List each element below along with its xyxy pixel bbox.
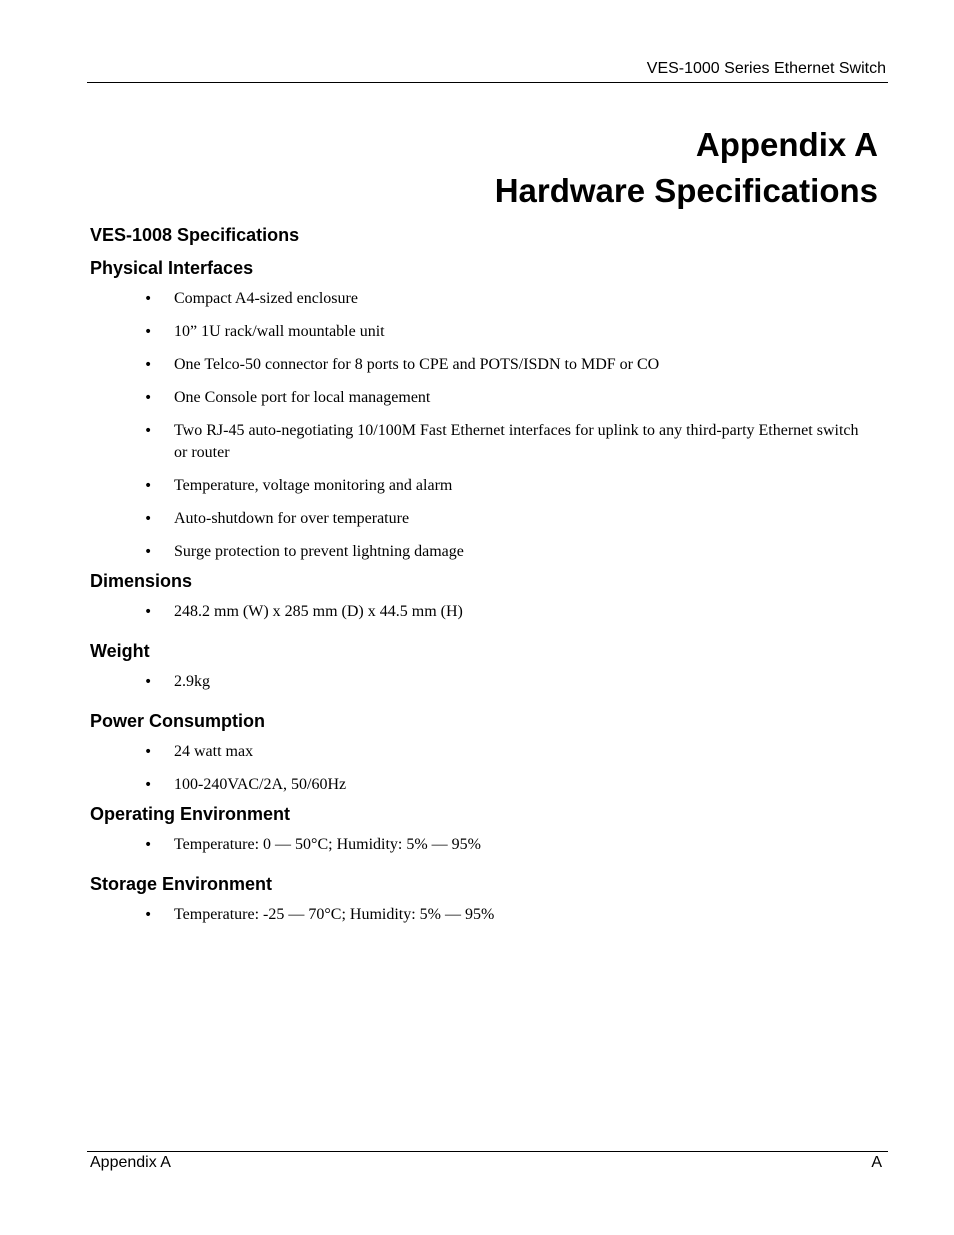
bullet-glyph: • [144, 291, 153, 307]
bullet-glyph: • [144, 390, 153, 406]
section-heading: Power Consumption [90, 711, 265, 731]
list-item: • 100-240VAC/2A, 50/60Hz [90, 774, 870, 796]
section-heading: Physical Interfaces [90, 258, 254, 278]
bullet-glyph: • [144, 511, 153, 527]
list-item: • Two RJ-45 auto-negotiating 10/100M Fast Ethernet interfaces for uplink to any third-party Ethernet switch or router [144, 422, 859, 461]
bullet-glyph: • [144, 423, 153, 439]
page-header [87, 58, 888, 83]
list-item: • 10” 1U rack/wall mountable unit [90, 321, 870, 343]
bullet-list [90, 834, 870, 856]
list-item: • Temperature, voltage monitoring and alarm [90, 475, 870, 497]
section-dimensions [90, 568, 870, 623]
list-item: • Temperature: 0 — 50°C; Humidity: 5% — 95% [90, 834, 870, 856]
bullet-glyph: • [144, 357, 153, 373]
bullet-glyph: • [144, 837, 153, 853]
bullet-list [90, 288, 870, 563]
bullet-list [90, 601, 870, 623]
section-physical-interfaces [90, 255, 870, 563]
section-power-consumption [90, 708, 870, 796]
section-heading: Storage Environment [90, 874, 273, 894]
list-item: • Surge protection to prevent lightning damage [90, 541, 870, 563]
footer-section-label: Appendix A [90, 1154, 171, 1171]
list-item: • One Console port for local management [90, 387, 870, 409]
list-item: • One Telco-50 connector for 8 ports to CPE and POTS/ISDN to MDF or CO [90, 354, 870, 376]
chapter-title-line-1: Appendix A [695, 126, 878, 163]
running-title: VES-1000 Series Ethernet Switch [646, 60, 886, 77]
list-item: • Temperature: -25 — 70°C; Humidity: 5% — 95% [90, 904, 870, 926]
chapter-title [495, 122, 878, 214]
section-heading: Weight [90, 641, 150, 661]
bullet-glyph: • [144, 604, 153, 620]
list-item: • Compact A4-sized enclosure [90, 288, 870, 310]
bullet-glyph: • [144, 777, 153, 793]
bullet-list [90, 741, 870, 796]
section-operating-environment [90, 801, 870, 856]
list-item: • 2.9kg [90, 671, 870, 693]
document-body [90, 222, 870, 926]
section-weight [90, 638, 870, 693]
bullet-glyph: • [144, 907, 153, 923]
page-number: A [871, 1154, 882, 1171]
bullet-glyph: • [144, 674, 153, 690]
section-heading: Dimensions [90, 571, 193, 591]
bullet-glyph: • [144, 544, 153, 560]
main-heading: VES-1008 Specifications [90, 225, 300, 245]
list-item: • 24 watt max [90, 741, 870, 763]
chapter-title-line-2: Hardware Specifications [494, 172, 878, 209]
list-item: • 248.2 mm (W) x 285 mm (D) x 44.5 mm (H) [90, 601, 870, 623]
list-item: • Auto-shutdown for over temperature [90, 508, 870, 530]
bullet-glyph: • [144, 324, 153, 340]
bullet-list [90, 671, 870, 693]
section-storage-environment [90, 871, 870, 926]
bullet-list [90, 904, 870, 926]
section-heading: Operating Environment [90, 804, 291, 824]
bullet-glyph: • [144, 744, 153, 760]
bullet-glyph: • [144, 478, 153, 494]
page-footer [87, 1151, 888, 1176]
